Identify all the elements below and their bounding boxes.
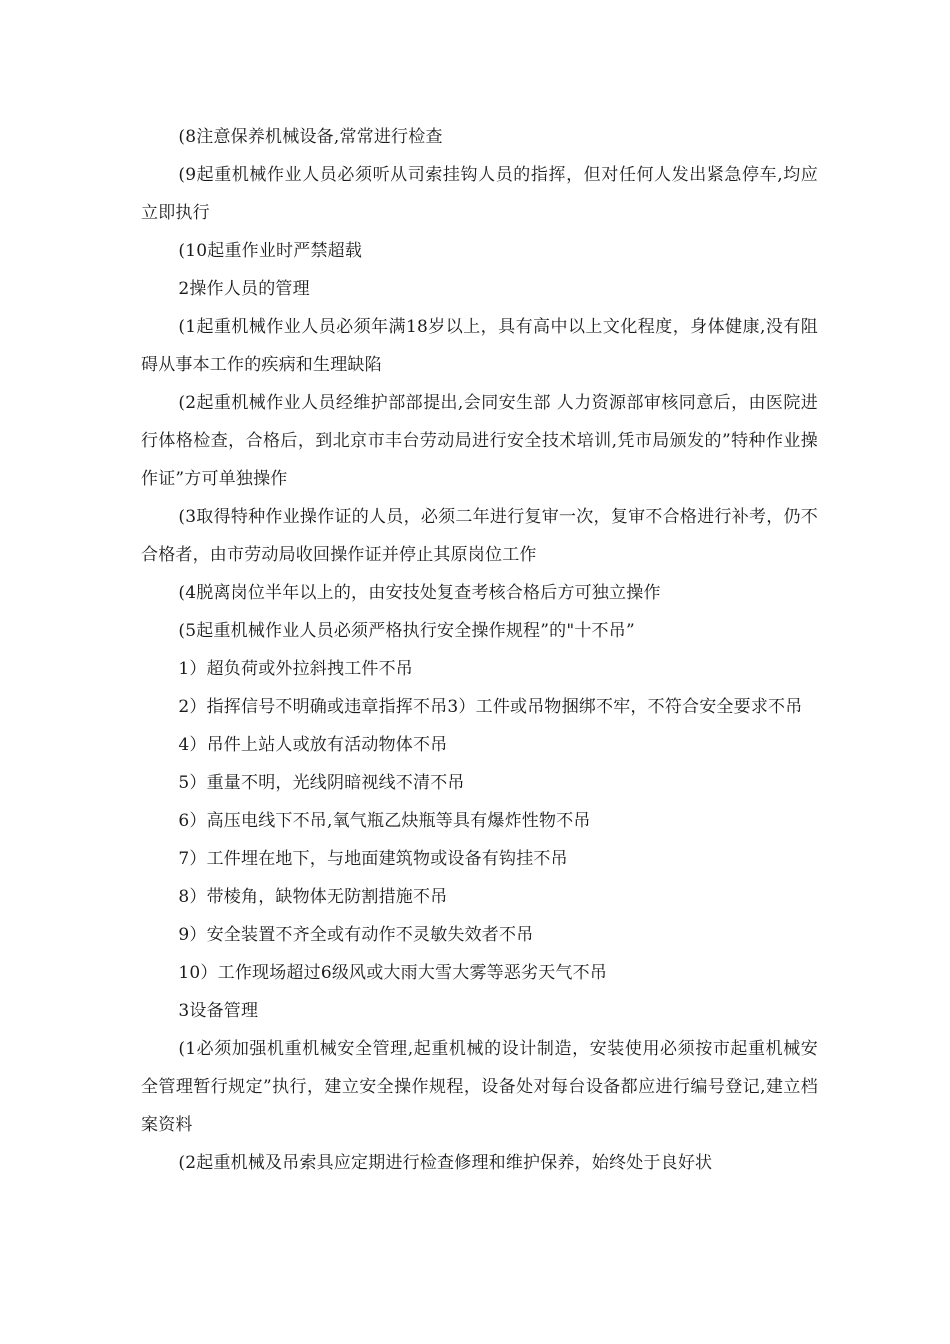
list-item-rule-9: 9）安全装置不齐全或有动作不灵敏失效者不吊 (178, 925, 534, 945)
section-heading-equipment: 3设备管理 (178, 1001, 259, 1021)
list-item-rule-10: 10）工作现场超过6级风或大雨大雪大雾等恶劣天气不吊 (178, 963, 608, 983)
paragraph-item9-emergency-stop: (9起重机械作业人员必须听从司索挂钩人员的指挥，但对任何人发出紧急停车,均应立即执行 (141, 165, 818, 223)
list-item-rule-6: 6）高压电线下不吊,氧气瓶乙炔瓶等具有爆炸性物不吊 (178, 811, 591, 831)
paragraph-item10-overload: (10起重作业时严禁超载 (178, 241, 363, 261)
list-item-rule-4: 4）吊件上站人或放有活动物体不吊 (178, 735, 448, 755)
paragraph-equipment-2: (2起重机械及吊索具应定期进行检查修理和维护保养，始终处于良好状 (178, 1153, 713, 1173)
paragraph-operators-5: (5起重机械作业人员必须严格执行安全操作规程”的"十不吊” (178, 621, 635, 641)
list-item-rule-2-3: 2）指挥信号不明确或违章指挥不吊3）工件或吊物捆绑不牢，不符合安全要求不吊 (178, 697, 803, 717)
section-heading-operators: 2操作人员的管理 (178, 279, 310, 299)
paragraph-operators-4: (4脱离岗位半年以上的，由安技处复查考核合格后方可独立操作 (178, 583, 661, 603)
paragraph-equipment-1: (1必须加强机重机械安全管理,起重机械的设计制造，安装使用必须按市起重机械安全管理暂行规定”执行，建立安全操作规程，设备处对每台设备都应进行编号登记,建立档案资料 (141, 1039, 818, 1135)
list-item-rule-8: 8）带棱角，缺物体无防割措施不吊 (178, 887, 448, 907)
paragraph-operators-2: (2起重机械作业人员经维护部部提出,会同安生部 人力资源部审核同意后，由医院进行体格检查，合格后，到北京市丰台劳动局进行安全技术培训,凭市局颁发的”特种作业操作证”方可单独操作 (141, 393, 818, 489)
paragraph-operators-3: (3取得特种作业操作证的人员，必须二年进行复审一次，复审不合格进行补考，仍不合格者，由市劳动局收回操作证并停止其原岗位工作 (141, 507, 818, 565)
paragraph-item8-maintenance: (8注意保养机械设备,常常进行检查 (178, 127, 443, 147)
list-item-rule-5: 5）重量不明，光线阴暗视线不清不吊 (178, 773, 465, 793)
list-item-rule-7: 7）工件埋在地下，与地面建筑物或设备有钩挂不吊 (178, 849, 568, 869)
paragraph-operators-1: (1起重机械作业人员必须年满18岁以上，具有高中以上文化程度，身体健康,没有阻碍从事本工作的疾病和生理缺陷 (141, 317, 818, 375)
list-item-rule-1: 1）超负荷或外拉斜拽工件不吊 (178, 659, 414, 679)
